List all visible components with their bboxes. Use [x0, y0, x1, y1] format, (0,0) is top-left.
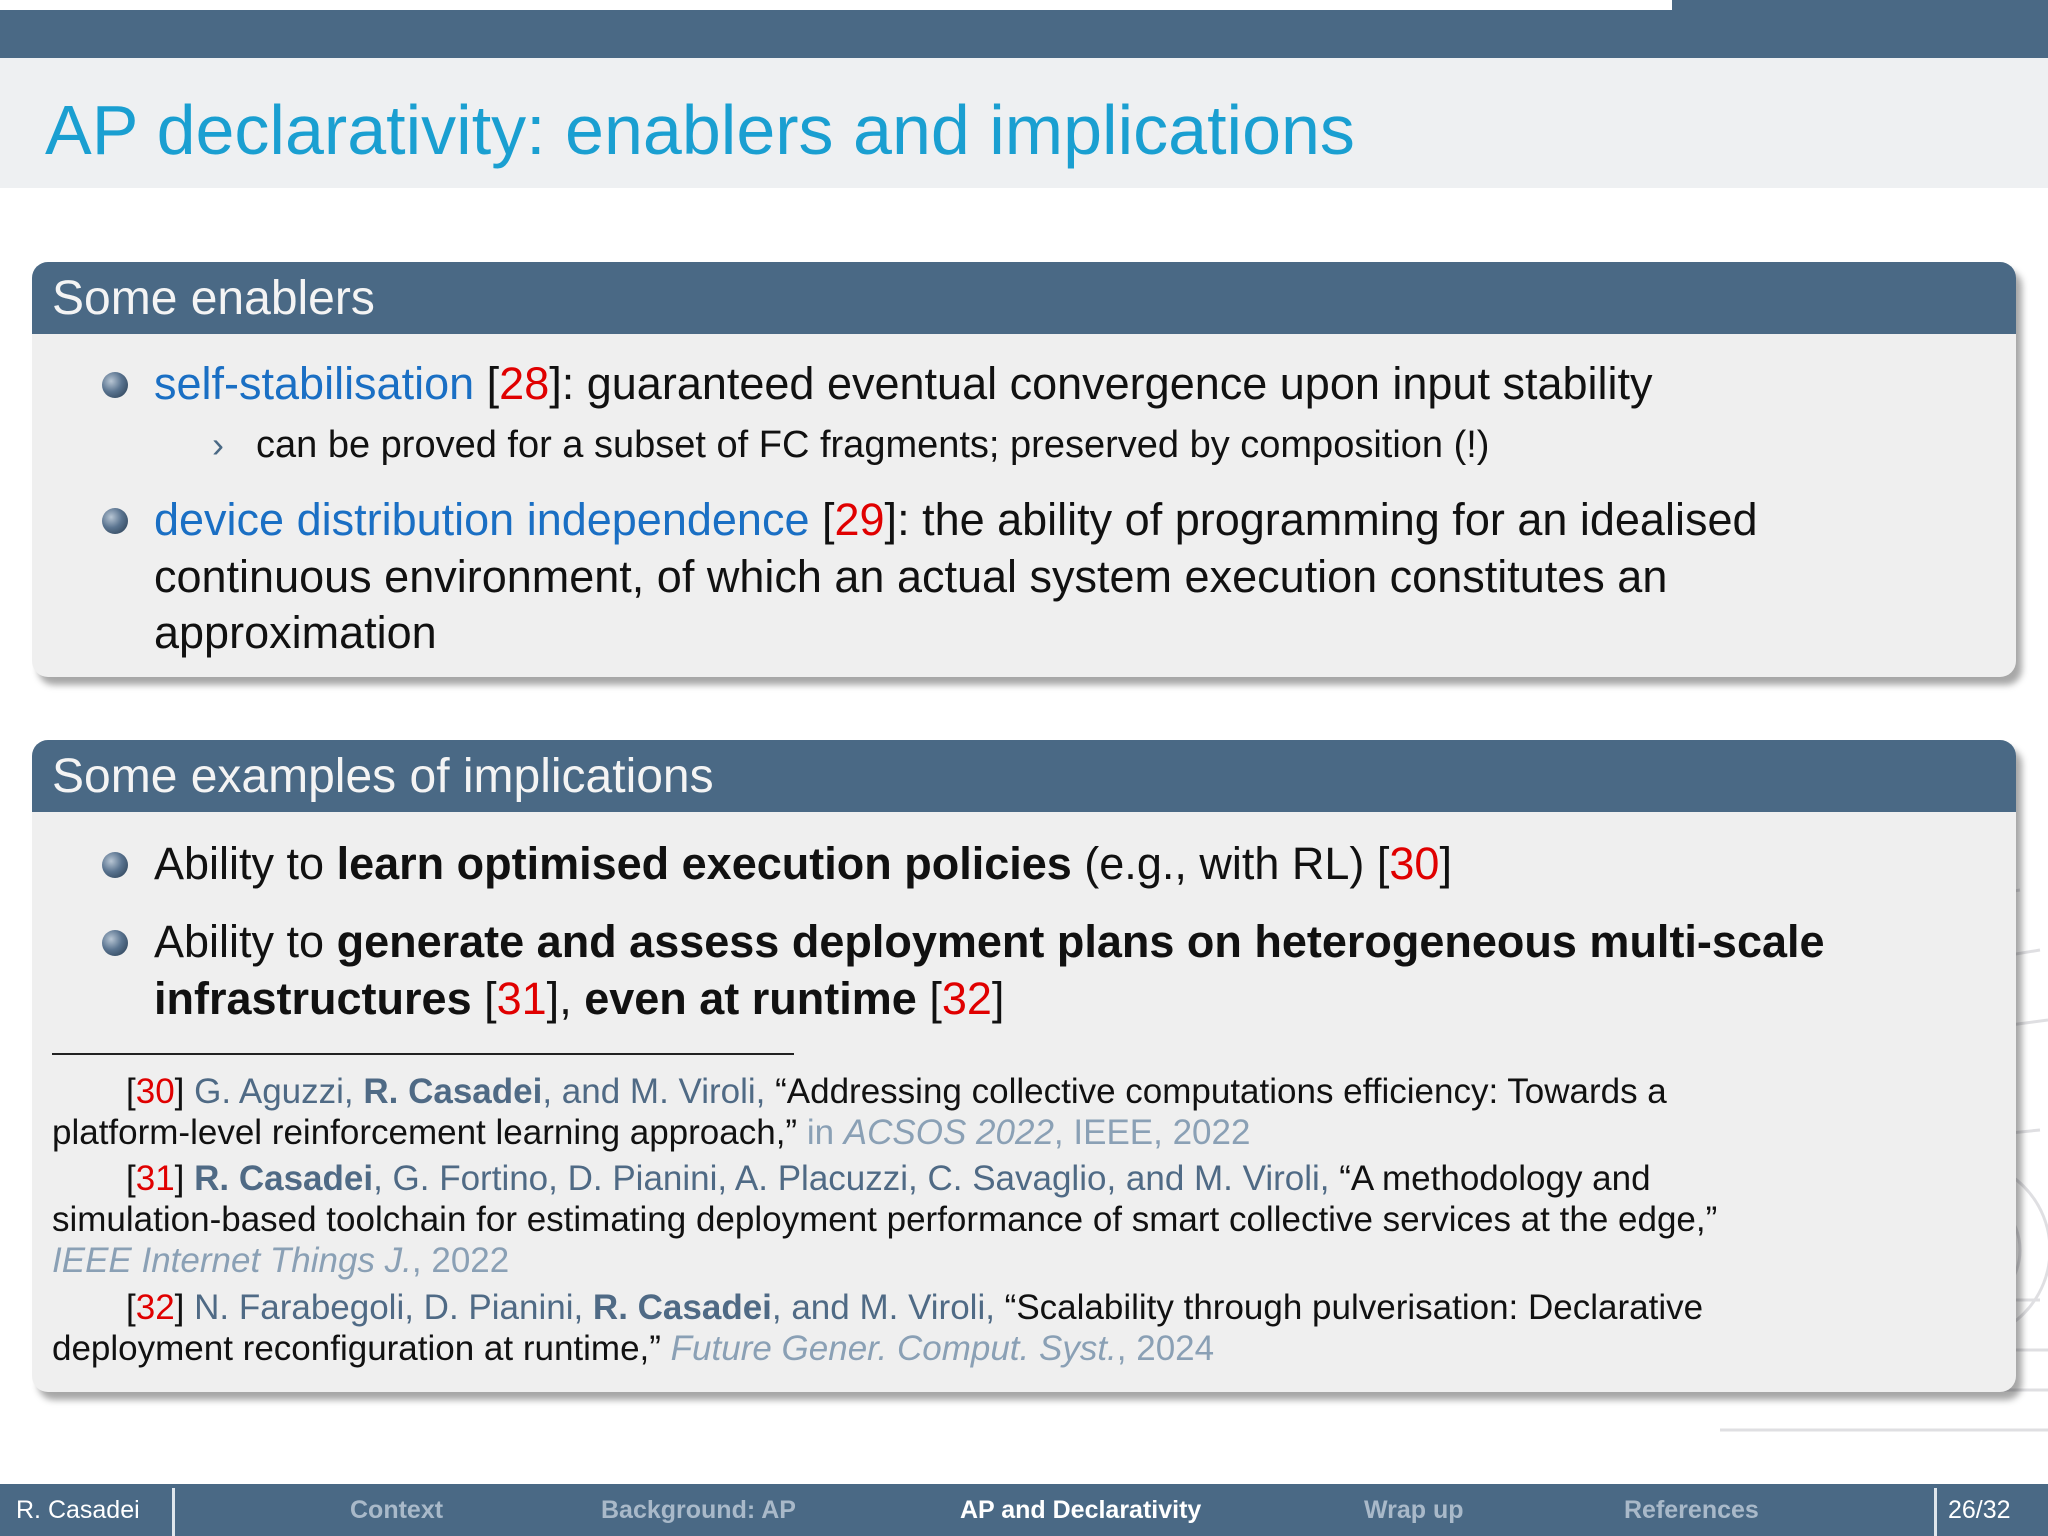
- implication-item-1: Ability to learn optimised execution policies (e.g., with RL) [30]: [154, 838, 1452, 889]
- ref-year: , IEEE, 2022: [1053, 1113, 1251, 1152]
- implication-item-2-bold2: infrastructures: [154, 973, 472, 1024]
- ref-authors-rest: , G. Fortino, D. Pianini, A. Placuzzi, C. Savaglio, and M. Viroli,: [373, 1159, 1340, 1198]
- reference-31-line3: [52, 1241, 509, 1281]
- implication-item-1-post: (e.g., with RL): [1071, 838, 1377, 889]
- footer-bar: [0, 1484, 2048, 1536]
- footer-nav-background[interactable]: Background: AP: [601, 1496, 796, 1524]
- implications-header: [32, 740, 2016, 812]
- term-device-distribution-independence[interactable]: device distribution independence: [154, 494, 810, 545]
- top-progress-segment: [1672, 0, 2048, 10]
- enablers-header-label: Some enablers: [52, 272, 375, 325]
- ref-author-highlight: R. Casadei: [592, 1288, 772, 1327]
- ref-venue: Future Gener. Comput. Syst.: [670, 1329, 1117, 1368]
- footer-divider: [1934, 1488, 1937, 1536]
- ref-year: , 2024: [1116, 1329, 1215, 1368]
- bullet-icon: [102, 852, 128, 878]
- enabler-item-2-text: : the ability of programming for an idealised: [897, 494, 1758, 545]
- reference-32-line2: [52, 1329, 1214, 1369]
- bullet-icon: [102, 930, 128, 956]
- enabler-item-2-line3: approximation: [154, 607, 437, 658]
- ref-authors-rest: , and M. Viroli,: [542, 1072, 776, 1111]
- enabler-item-1: self-stabilisation [28]: guaranteed eventual convergence upon input stability: [154, 358, 1653, 409]
- bullet-icon: [102, 508, 128, 534]
- reference-30-line1: [30] G. Aguzzi, R. Casadei, and M. Viroli, “Addressing collective computations efficiency: Towards a: [126, 1072, 1667, 1111]
- chevron-right-icon: ›: [212, 424, 224, 465]
- implication-item-2-bold3: even at runtime: [584, 973, 917, 1024]
- implication-item-2-pre: Ability to: [154, 916, 337, 967]
- ref-authors: G. Aguzzi,: [184, 1072, 364, 1111]
- reference-31-line1: [31] R. Casadei, G. Fortino, D. Pianini, A. Placuzzi, C. Savaglio, and M. Viroli, “A methodology and: [126, 1159, 1651, 1198]
- implication-item-2-mid: ,: [559, 973, 585, 1024]
- footer-nav-references[interactable]: References: [1624, 1496, 1759, 1524]
- reference-30-line2: [52, 1113, 1250, 1153]
- ref-number: 32: [135, 1288, 175, 1327]
- footer-page-number: 26/32: [1948, 1496, 2011, 1524]
- footer-nav-wrapup[interactable]: Wrap up: [1364, 1496, 1464, 1524]
- implication-item-2-line1: [154, 916, 1825, 968]
- ref-title: “A methodology and: [1339, 1159, 1651, 1198]
- footer-nav-declarativity[interactable]: AP and Declarativity: [960, 1496, 1202, 1524]
- cite-link[interactable]: 29: [834, 494, 885, 545]
- implication-item-2-bold: generate and assess deployment plans on heterogeneous multi-scale: [336, 916, 1825, 967]
- bullet-icon: [102, 372, 128, 398]
- enabler-item-2-line2: continuous environment, of which an actual system execution constitutes an: [154, 551, 1668, 602]
- implication-item-1-pre: Ability to: [154, 838, 337, 889]
- ref-author-highlight: R. Casadei: [194, 1159, 374, 1198]
- reference-32-line1: [32] N. Farabegoli, D. Pianini, R. Casadei, and M. Viroli, “Scalability through pulverisation: Declarative: [126, 1288, 1704, 1327]
- ref-author-highlight: R. Casadei: [363, 1072, 543, 1111]
- ref-title-cont: platform-level reinforcement learning approach,”: [52, 1113, 798, 1152]
- ref-authors: N. Farabegoli, D. Pianini,: [184, 1288, 593, 1327]
- enabler-subitem-1: can be proved for a subset of FC fragments; preserved by composition (!): [256, 424, 1490, 466]
- reference-31-line2: simulation-based toolchain for estimating deployment performance of smart collective services at the edge,”: [52, 1200, 1718, 1239]
- slide-title: AP declarativity: enablers and implications: [45, 91, 1355, 169]
- implication-item-1-bold: learn optimised execution policies: [336, 838, 1072, 889]
- implications-header-label: Some examples of implications: [52, 750, 714, 803]
- footnote-rule: [52, 1053, 794, 1055]
- enablers-header: [32, 262, 2016, 334]
- ref-year: , 2022: [411, 1241, 510, 1280]
- top-progress-strip: [0, 0, 2048, 10]
- cite-link[interactable]: 31: [496, 973, 547, 1024]
- footer-nav-context[interactable]: Context: [350, 1496, 444, 1524]
- ref-title-cont: deployment reconfiguration at runtime,”: [52, 1329, 661, 1368]
- header-bar: [0, 10, 2048, 58]
- cite-link[interactable]: 30: [1389, 838, 1440, 889]
- ref-venue: IEEE Internet Things J.: [52, 1241, 412, 1280]
- ref-title: “Addressing collective computations efficiency: Towards a: [775, 1072, 1667, 1111]
- ref-number: 30: [135, 1072, 175, 1111]
- ref-authors-rest: , and M. Viroli,: [771, 1288, 1005, 1327]
- enabler-item-2-line1: device distribution independence [29]: the ability of programming for an idealised: [154, 494, 1758, 545]
- cite-link[interactable]: 32: [941, 973, 992, 1024]
- ref-in: in: [797, 1113, 844, 1152]
- implication-item-2-line2: infrastructures [31], even at runtime [32]: [154, 973, 1005, 1024]
- ref-number: 31: [135, 1159, 175, 1198]
- footer-author: R. Casadei: [16, 1496, 140, 1524]
- footer-divider: [172, 1488, 175, 1536]
- ref-title: “Scalability through pulverisation: Declarative: [1004, 1288, 1704, 1327]
- term-self-stabilisation[interactable]: self-stabilisation: [154, 358, 475, 409]
- cite-link[interactable]: 28: [499, 358, 550, 409]
- enabler-item-1-text: : guaranteed eventual convergence upon input stability: [561, 358, 1653, 409]
- ref-venue: ACSOS 2022: [843, 1113, 1054, 1152]
